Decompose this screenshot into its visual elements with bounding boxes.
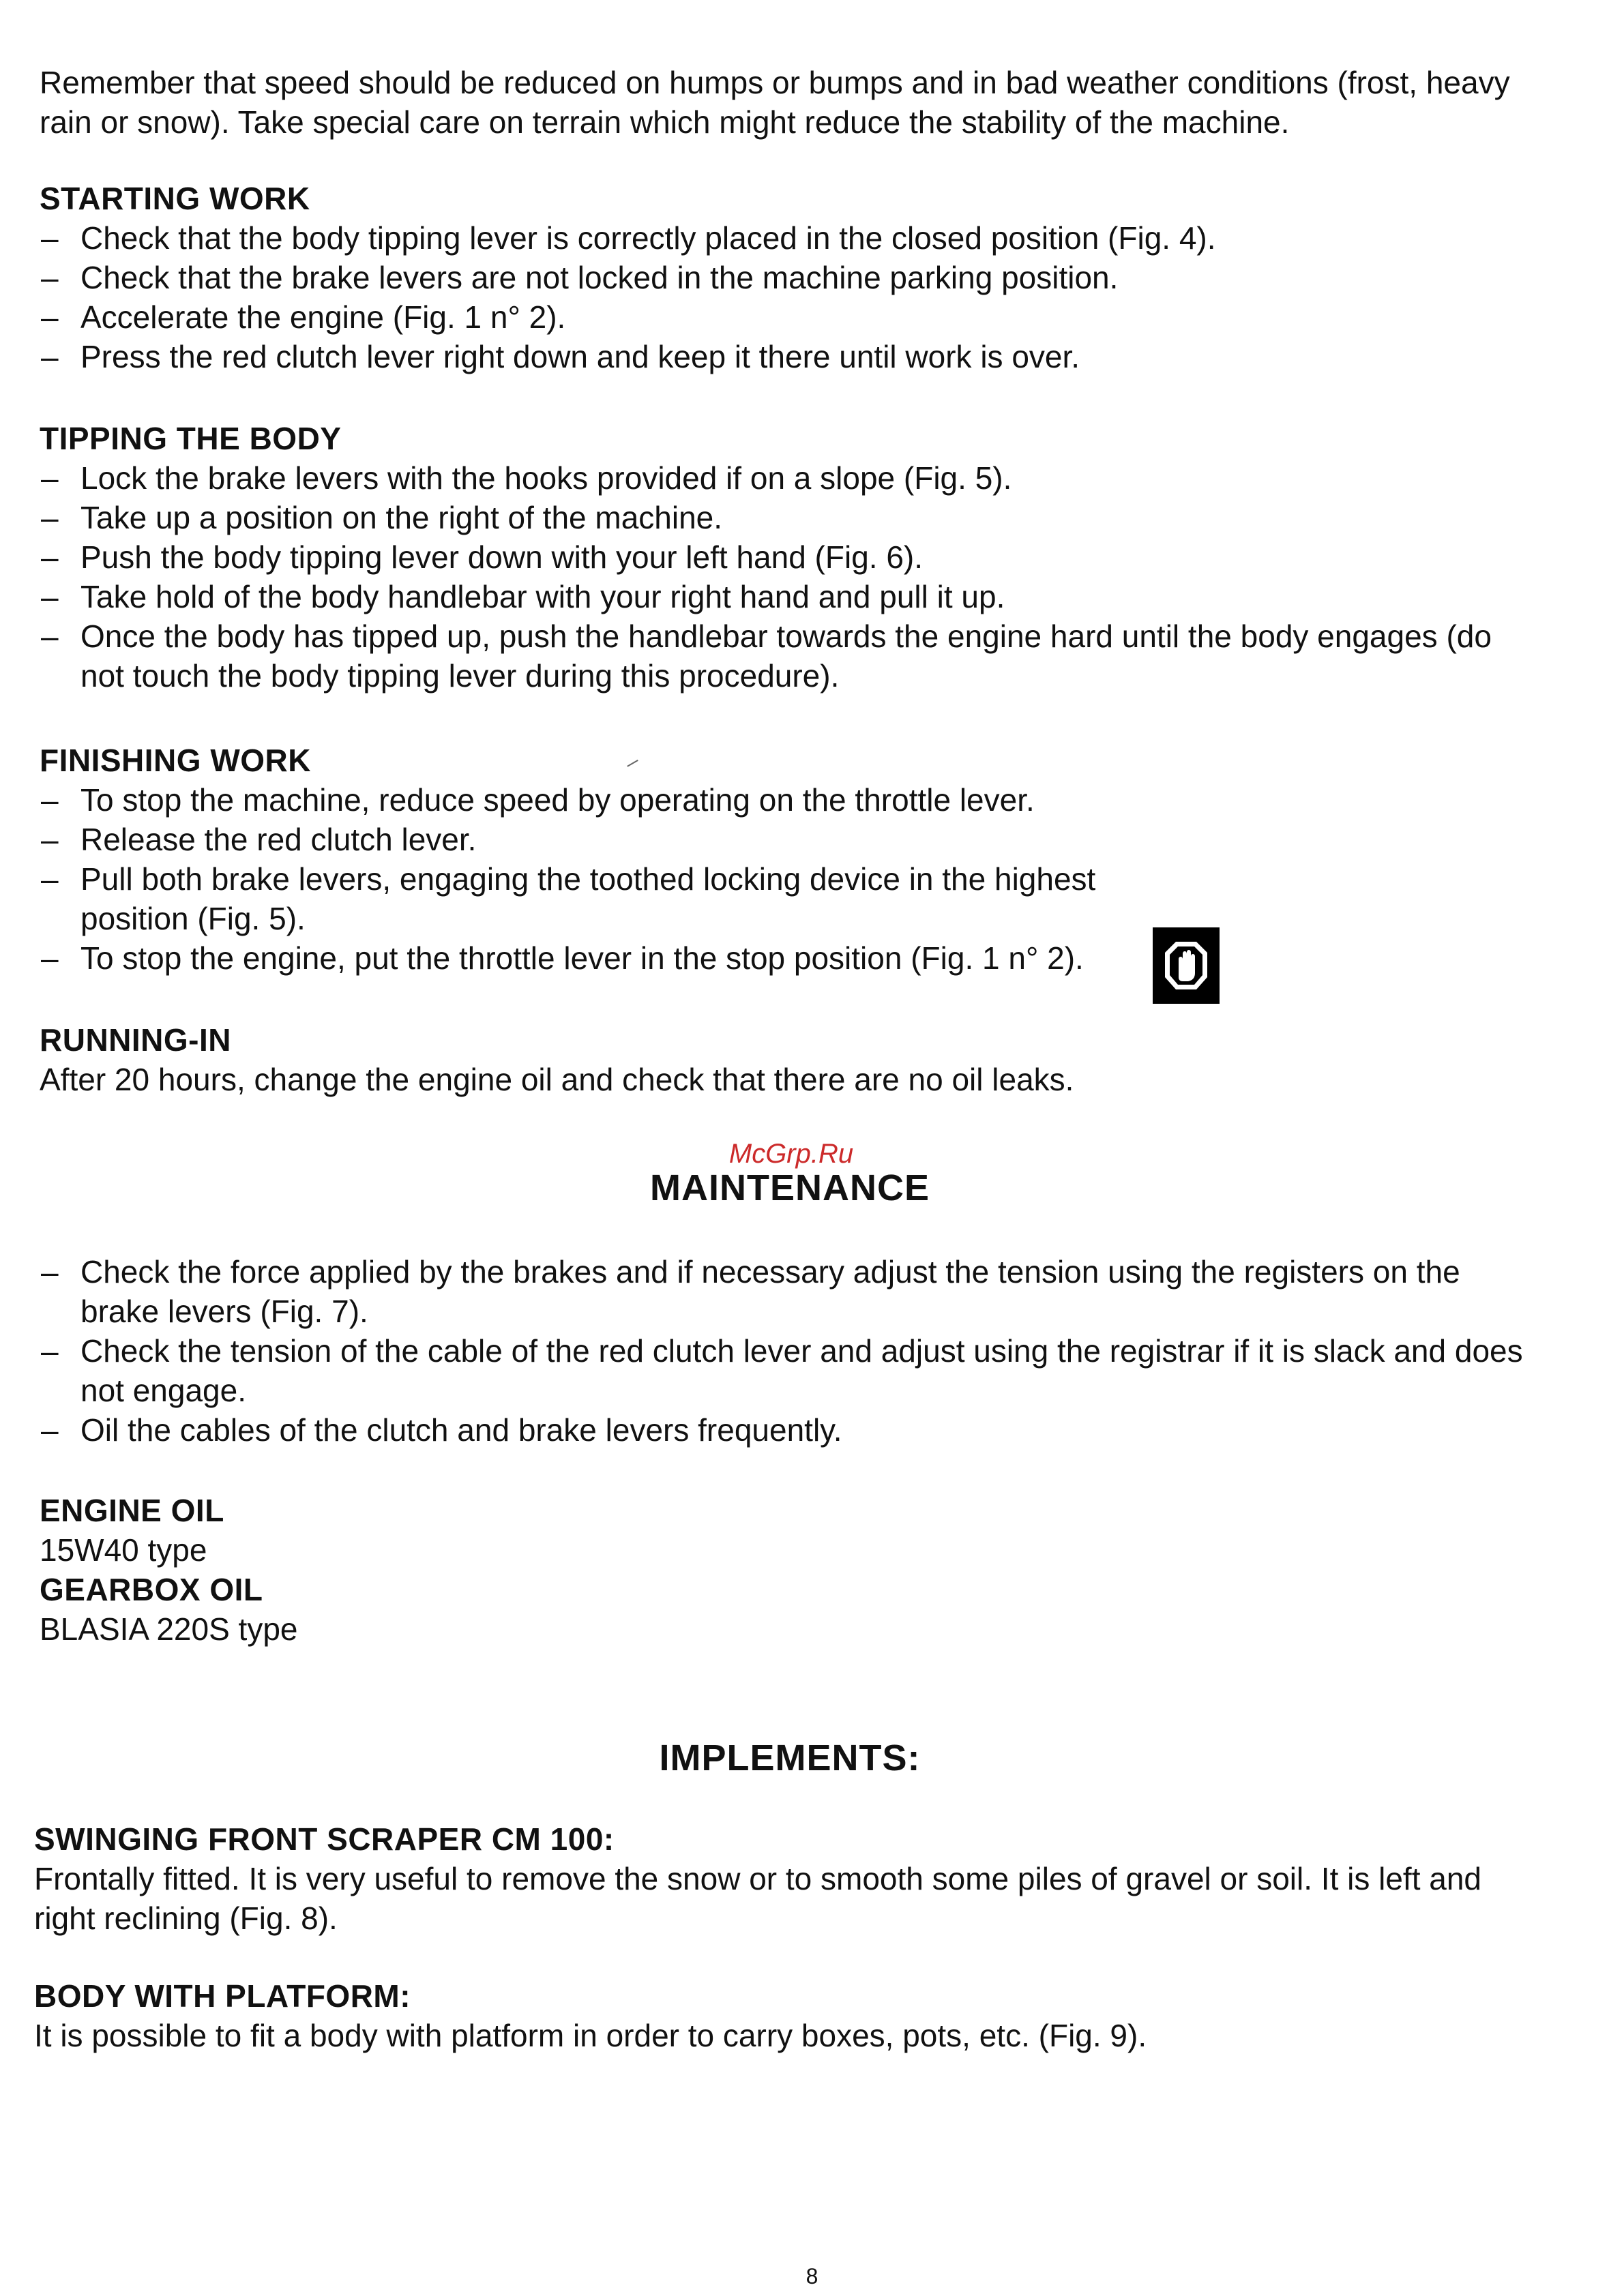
maintenance-title (40, 1166, 1540, 1210)
section-finishing-work (40, 741, 1540, 978)
stop-hand-icon (1153, 927, 1220, 1004)
section-platform (34, 1976, 1535, 2055)
list-item: – Release the red clutch lever. (40, 820, 1158, 859)
bullet-list (40, 780, 1158, 978)
bullet-list (40, 218, 1540, 376)
list-item: – To stop the machine, reduce speed by operating on the throttle lever. (40, 780, 1158, 820)
list-item: – Check the tension of the cable of the red clutch lever and adjust using the registrar if it is slack and does not engage. (40, 1331, 1540, 1410)
section-scraper (34, 1819, 1535, 1938)
intro-text: Remember that speed should be reduced on humps or bumps and in bad weather conditions (frost, heavy rain or snow). Take special care on terrain which might reduce the stability of the machine. (40, 65, 1510, 140)
section-oils (40, 1491, 1540, 1649)
list-item: – Pull both brake levers, engaging the toothed locking device in the highest position (Fig. 5). (40, 859, 1158, 938)
section-text: BLASIA 220S type (40, 1611, 298, 1647)
list-item: – Press the red clutch lever right down and keep it there until work is over. (40, 337, 1540, 376)
bullet-list (40, 1252, 1540, 1450)
list-item: – Accelerate the engine (Fig. 1 n° 2). (40, 297, 1540, 337)
list-item: – Push the body tipping lever down with your left hand (Fig. 6). (40, 537, 1540, 577)
section-tipping-body (40, 419, 1540, 696)
section-text: Frontally fitted. It is very useful to remove the snow or to smooth some piles of gravel or soil. It is left and right reclining (Fig. 8). (34, 1861, 1482, 1936)
section-text: It is possible to fit a body with platform in order to carry boxes, pots, etc. (Fig. 9). (34, 2018, 1147, 2053)
section-heading: GEARBOX OIL (40, 1572, 263, 1607)
page-number: 8 (806, 2264, 818, 2288)
section-heading: SWINGING FRONT SCRAPER CM 100: (34, 1821, 615, 1857)
list-item: – Lock the brake levers with the hooks provided if on a slope (Fig. 5). (40, 458, 1540, 498)
watermark: McGrp.Ru (728, 1139, 854, 1169)
chapter-heading: IMPLEMENTS: (659, 1738, 921, 1778)
section-heading: FINISHING WORK (40, 743, 311, 778)
list-item: – To stop the engine, put the throttle lever in the stop position (Fig. 1 n° 2). (40, 938, 1158, 978)
intro-paragraph (40, 63, 1540, 142)
list-item: – Once the body has tipped up, push the handlebar towards the engine hard until the body engages (do not touch the body tipping lever during this procedure). (40, 616, 1540, 696)
section-heading: ENGINE OIL (40, 1493, 224, 1528)
section-running-in (40, 1020, 1540, 1099)
section-heading: RUNNING-IN (40, 1022, 231, 1058)
section-heading: TIPPING THE BODY (40, 421, 342, 456)
section-text: 15W40 type (40, 1532, 207, 1568)
section-heading: BODY WITH PLATFORM: (34, 1978, 411, 2014)
section-starting-work (40, 179, 1540, 376)
bullet-list (40, 458, 1540, 696)
section-heading: STARTING WORK (40, 181, 310, 216)
section-text: After 20 hours, change the engine oil and check that there are no oil leaks. (40, 1062, 1074, 1097)
list-item: – Check that the brake levers are not locked in the machine parking position. (40, 258, 1540, 297)
chapter-heading: MAINTENANCE (650, 1167, 930, 1208)
list-item: – Check that the body tipping lever is correctly placed in the closed position (Fig. 4). (40, 218, 1540, 258)
list-item: – Oil the cables of the clutch and brake levers frequently. (40, 1410, 1540, 1450)
list-item: – Take up a position on the right of the machine. (40, 498, 1540, 537)
list-item: – Check the force applied by the brakes and if necessary adjust the tension using the registers on the brake levers (Fig. 7). (40, 1252, 1540, 1331)
list-item: – Take hold of the body handlebar with your right hand and pull it up. (40, 577, 1540, 616)
maintenance-list (40, 1252, 1540, 1450)
implements-title (40, 1736, 1540, 1780)
